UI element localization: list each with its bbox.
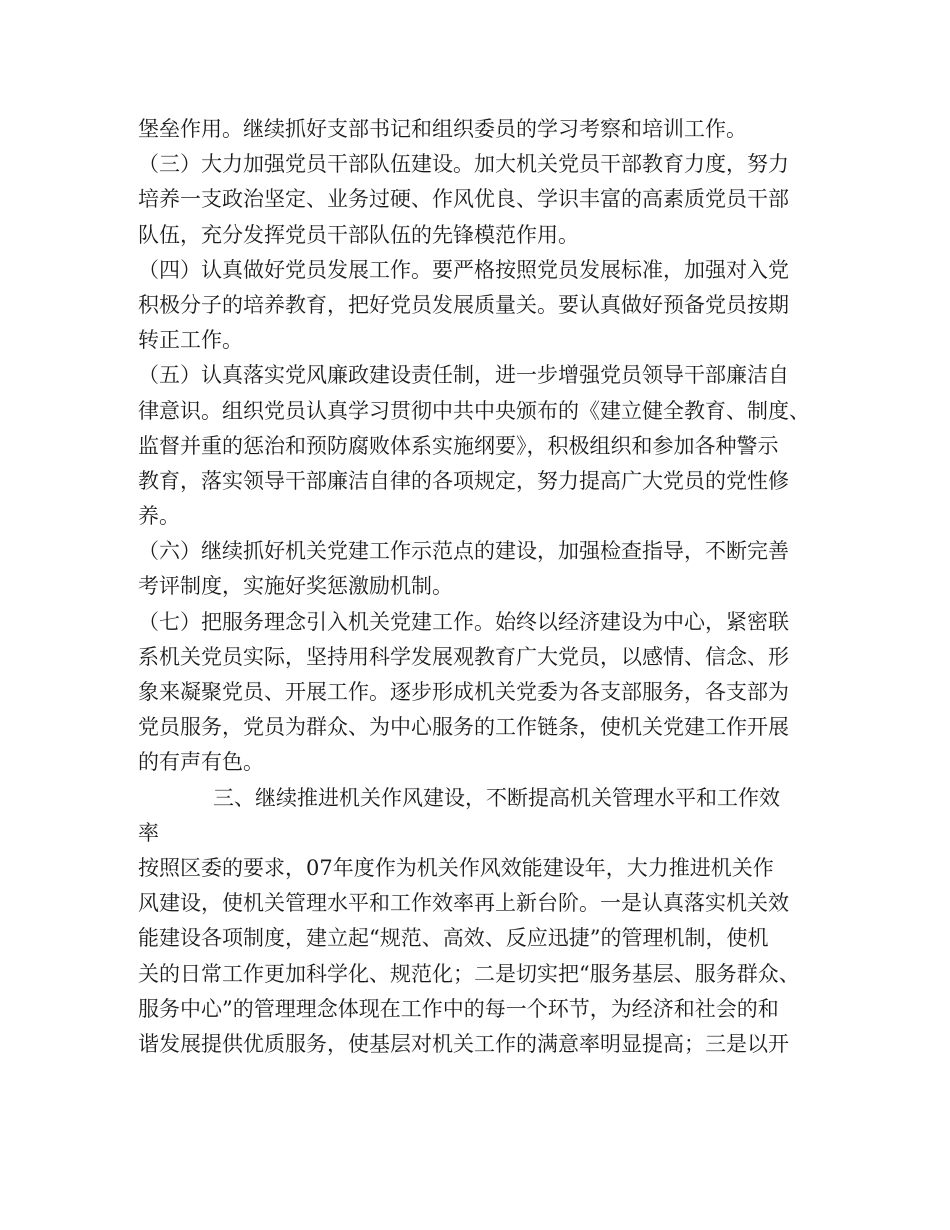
text-line: 象来凝聚党员、开展工作。逐步形成机关党委为各支部服务，各支部为 [138, 680, 789, 704]
text-line: 的有声有色。 [138, 750, 264, 775]
text-line: 队伍，充分发挥党员干部队伍的先锋模范作用。 [138, 222, 579, 247]
text-line: 能建设各项制度，建立起“规范、高效、反应迅捷”的管理机制，使机 [138, 926, 769, 951]
text-line: 培养一支政治坚定、业务过硬、作风优良、学识丰富的高素质党员干部 [138, 187, 789, 212]
text-line: 堡垒作用。继续抓好支部书记和组织委员的学习考察和培训工作。 [138, 117, 747, 141]
text-line: 转正工作。 [138, 328, 243, 353]
section-heading: 三、继续推进机关作风建设，不断提高机关管理水平和工作效 [213, 785, 780, 810]
text-line: 按照区委的要求，07年度作为机关作风效能建设年，大力推进机关作 [138, 855, 774, 880]
text-line: （六）继续抓好机关党建工作示范点的建设，加强检查指导，不断完善 [138, 539, 789, 564]
text-line: （五）认真落实党风廉政建设责任制，进一步增强党员领导干部廉洁自 [138, 363, 789, 388]
text-line: 律意识。组织党员认真学习贯彻中共中央颁布的《建立健全教育、制度、 [138, 398, 810, 423]
text-line: 积极分子的培养教育，把好党员发展质量关。要认真做好预备党员按期 [138, 292, 789, 317]
text-line: 风建设，使机关管理水平和工作效率再上新台阶。一是认真落实机关效 [138, 891, 789, 916]
text-line: 谐发展提供优质服务，使基层对机关工作的满意率明显提高；三是以开 [138, 1031, 789, 1056]
text-line: 关的日常工作更加科学化、规范化；二是切实把“服务基层、服务群众、 [138, 961, 800, 986]
text-line: （七）把服务理念引入机关党建工作。始终以经济建设为中心，紧密联 [138, 609, 789, 634]
text-line: （三）大力加强党员干部队伍建设。加大机关党员干部教育力度，努力 [138, 152, 789, 177]
text-line: 党员服务，党员为群众、为中心服务的工作链条，使机关党建工作开展 [138, 715, 789, 740]
document-body [138, 112, 828, 1062]
section-heading-continuation: 率 [138, 820, 159, 845]
text-line: 养。 [138, 504, 180, 529]
text-line: 监督并重的惩治和预防腐败体系实施纲要》，积极组织和参加各种警示 [138, 433, 779, 458]
text-line: 教育，落实领导干部廉洁自律的各项规定，努力提高广大党员的党性修 [138, 468, 789, 493]
text-line: （四）认真做好党员发展工作。要严格按照党员发展标准，加强对入党 [138, 257, 789, 282]
text-line: 考评制度，实施好奖惩激励机制。 [138, 574, 453, 599]
text-line: 服务中心”的管理理念体现在工作中的每一个环节，为经济和社会的和 [138, 996, 779, 1021]
text-line: 系机关党员实际，坚持用科学发展观教育广大党员，以感情、信念、形 [138, 644, 789, 669]
